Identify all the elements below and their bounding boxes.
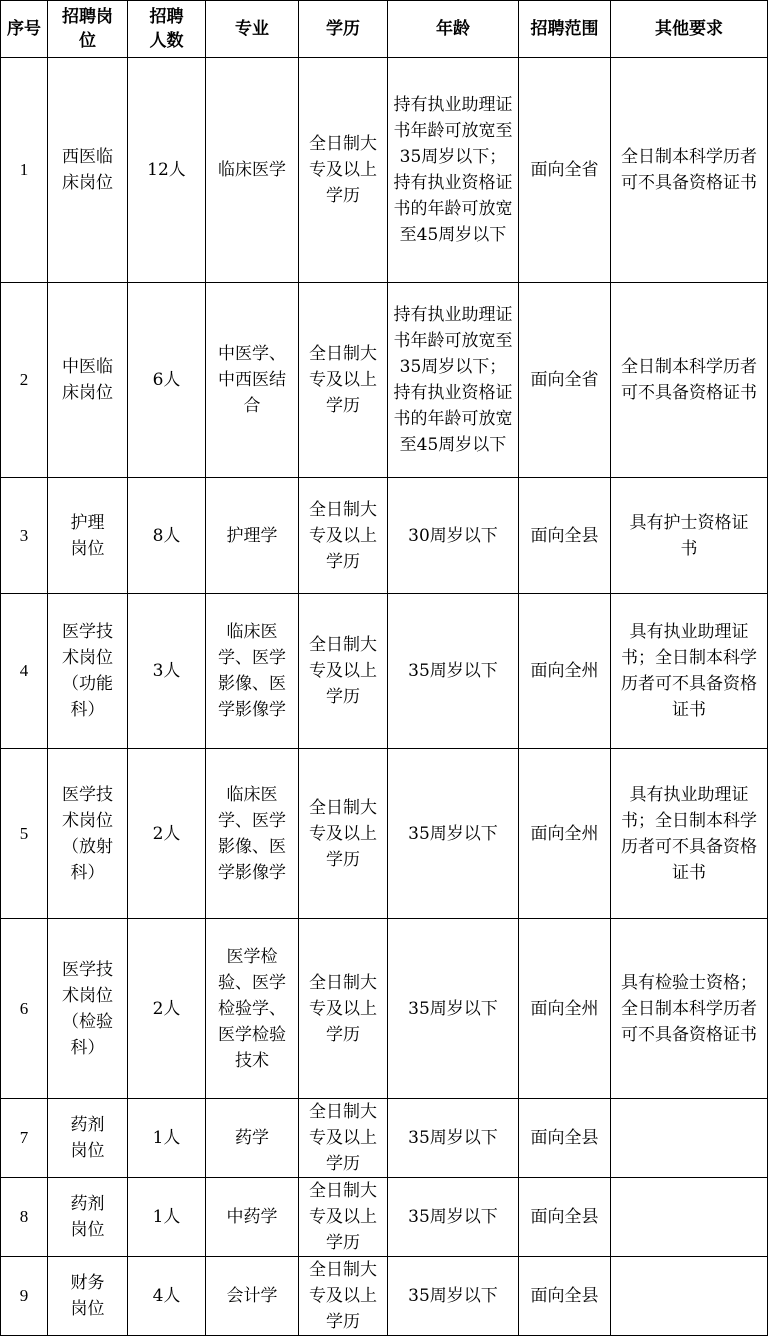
cell-count: 6人 <box>128 283 206 478</box>
cell-scope: 面向全州 <box>519 594 611 749</box>
table-row <box>1 283 768 478</box>
cell-other <box>611 1099 768 1178</box>
table-row <box>1 594 768 749</box>
cell-no: 5 <box>1 749 48 919</box>
cell-scope: 面向全州 <box>519 749 611 919</box>
cell-post: 药剂岗位 <box>48 1178 128 1257</box>
header-other: 其他要求 <box>611 1 768 58</box>
cell-count: 8人 <box>128 478 206 594</box>
cell-major: 药学 <box>206 1099 299 1178</box>
cell-major: 医学检验、医学检验学、医学检验技术 <box>206 919 299 1099</box>
cell-edu: 全日制大专及以上学历 <box>299 919 388 1099</box>
header-edu: 学历 <box>299 1 388 58</box>
cell-count: 1人 <box>128 1178 206 1257</box>
cell-scope: 面向全县 <box>519 478 611 594</box>
cell-age: 35周岁以下 <box>388 1178 519 1257</box>
table-row <box>1 1257 768 1336</box>
cell-count: 12人 <box>128 58 206 283</box>
cell-other: 具有执业助理证书；全日制本科学历者可不具备资格证书 <box>611 749 768 919</box>
cell-major: 中医学、中西医结合 <box>206 283 299 478</box>
cell-other: 具有检验士资格；全日制本科学历者可不具备资格证书 <box>611 919 768 1099</box>
cell-scope: 面向全省 <box>519 283 611 478</box>
cell-no: 6 <box>1 919 48 1099</box>
header-no: 序号 <box>1 1 48 58</box>
cell-edu: 全日制大专及以上学历 <box>299 58 388 283</box>
table-row <box>1 1099 768 1178</box>
header-scope: 招聘范围 <box>519 1 611 58</box>
cell-count: 3人 <box>128 594 206 749</box>
cell-other <box>611 1257 768 1336</box>
cell-no: 3 <box>1 478 48 594</box>
cell-post: 药剂岗位 <box>48 1099 128 1178</box>
cell-major: 临床医学、医学影像、医学影像学 <box>206 749 299 919</box>
cell-post: 医学技术岗位（检验科） <box>48 919 128 1099</box>
cell-age: 30周岁以下 <box>388 478 519 594</box>
cell-age: 35周岁以下 <box>388 749 519 919</box>
cell-age: 持有执业助理证书年龄可放宽至35周岁以下；持有执业资格证书的年龄可放宽至45周岁以下 <box>388 58 519 283</box>
cell-other <box>611 1178 768 1257</box>
table-row <box>1 1178 768 1257</box>
cell-age: 35周岁以下 <box>388 594 519 749</box>
header-age: 年龄 <box>388 1 519 58</box>
cell-age: 35周岁以下 <box>388 919 519 1099</box>
header-post: 招聘岗位 <box>48 1 128 58</box>
cell-count: 1人 <box>128 1099 206 1178</box>
cell-major: 会计学 <box>206 1257 299 1336</box>
cell-no: 2 <box>1 283 48 478</box>
table-row <box>1 919 768 1099</box>
header-count: 招聘人数 <box>128 1 206 58</box>
cell-age: 持有执业助理证书年龄可放宽至35周岁以下；持有执业资格证书的年龄可放宽至45周岁以下 <box>388 283 519 478</box>
cell-major: 中药学 <box>206 1178 299 1257</box>
cell-other: 具有执业助理证书；全日制本科学历者可不具备资格证书 <box>611 594 768 749</box>
cell-edu: 全日制大专及以上学历 <box>299 1257 388 1336</box>
cell-post: 财务岗位 <box>48 1257 128 1336</box>
header-major: 专业 <box>206 1 299 58</box>
cell-count: 4人 <box>128 1257 206 1336</box>
cell-no: 4 <box>1 594 48 749</box>
cell-other: 具有护士资格证书 <box>611 478 768 594</box>
cell-other: 全日制本科学历者可不具备资格证书 <box>611 58 768 283</box>
cell-scope: 面向全县 <box>519 1178 611 1257</box>
table-row <box>1 749 768 919</box>
cell-scope: 面向全州 <box>519 919 611 1099</box>
cell-post: 护理岗位 <box>48 478 128 594</box>
table-row <box>1 478 768 594</box>
cell-scope: 面向全县 <box>519 1257 611 1336</box>
cell-major: 护理学 <box>206 478 299 594</box>
cell-major: 临床医学 <box>206 58 299 283</box>
cell-scope: 面向全省 <box>519 58 611 283</box>
cell-post: 医学技术岗位（放射科） <box>48 749 128 919</box>
cell-count: 2人 <box>128 749 206 919</box>
cell-edu: 全日制大专及以上学历 <box>299 594 388 749</box>
cell-no: 8 <box>1 1178 48 1257</box>
cell-edu: 全日制大专及以上学历 <box>299 478 388 594</box>
cell-post: 西医临床岗位 <box>48 58 128 283</box>
cell-age: 35周岁以下 <box>388 1099 519 1178</box>
header-row <box>1 1 768 58</box>
cell-age: 35周岁以下 <box>388 1257 519 1336</box>
cell-post: 医学技术岗位（功能科） <box>48 594 128 749</box>
cell-major: 临床医学、医学影像、医学影像学 <box>206 594 299 749</box>
cell-no: 1 <box>1 58 48 283</box>
cell-edu: 全日制大专及以上学历 <box>299 1178 388 1257</box>
cell-no: 9 <box>1 1257 48 1336</box>
table-row <box>1 58 768 283</box>
cell-no: 7 <box>1 1099 48 1178</box>
cell-post: 中医临床岗位 <box>48 283 128 478</box>
cell-count: 2人 <box>128 919 206 1099</box>
cell-edu: 全日制大专及以上学历 <box>299 283 388 478</box>
cell-edu: 全日制大专及以上学历 <box>299 749 388 919</box>
cell-edu: 全日制大专及以上学历 <box>299 1099 388 1178</box>
cell-scope: 面向全县 <box>519 1099 611 1178</box>
cell-other: 全日制本科学历者可不具备资格证书 <box>611 283 768 478</box>
